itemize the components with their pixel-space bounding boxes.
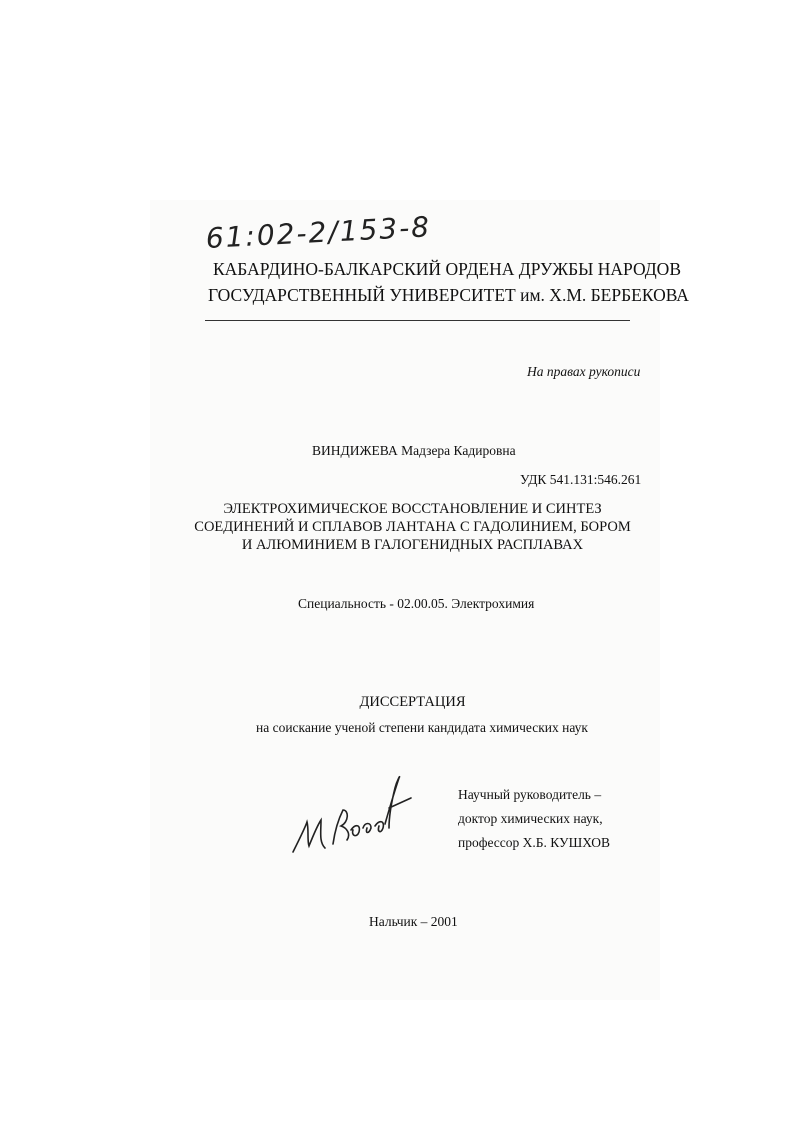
place-and-year: Нальчик – 2001	[369, 914, 458, 929]
university-line-2: ГОСУДАРСТВЕННЫЙ УНИВЕРСИТЕТ им. Х.М. БЕРБЕКОВА	[208, 285, 689, 305]
university-line-1: КАБАРДИНО-БАЛКАРСКИЙ ОРДЕНА ДРУЖБЫ НАРОДОВ	[213, 259, 681, 279]
signature-image	[285, 770, 430, 865]
supervisor-line-3: профессор Х.Б. КУШХОВ	[458, 835, 611, 850]
dissertation-subtitle: на соискание ученой степени кандидата химических наук	[256, 720, 588, 735]
supervisor-line-1: Научный руководитель –	[458, 787, 602, 802]
author-name: ВИНДИЖЕВА Мадзера Кадировна	[312, 443, 516, 458]
dissertation-heading: ДИССЕРТАЦИЯ	[359, 694, 466, 710]
title-line-2: СОЕДИНЕНИЙ И СПЛАВОВ ЛАНТАНА С ГАДОЛИНИЕМ, БОРОМ	[194, 519, 631, 535]
udc-code: УДК 541.131:546.261	[520, 472, 642, 487]
handwritten-archive-number: 61:02-2/153-8	[205, 210, 432, 255]
supervisor-line-2: доктор химических наук,	[458, 811, 603, 826]
title-line-3: И АЛЮМИНИЕМ В ГАЛОГЕНИДНЫХ РАСПЛАВАХ	[241, 537, 584, 553]
title-line-1: ЭЛЕКТРОХИМИЧЕСКОЕ ВОССТАНОВЛЕНИЕ И СИНТЕЗ	[223, 501, 602, 517]
manuscript-note: На правах рукописи	[527, 364, 641, 379]
specialty: Специальность - 02.00.05. Электрохимия	[298, 596, 535, 611]
header-divider	[205, 320, 630, 321]
dissertation-title	[190, 500, 635, 554]
